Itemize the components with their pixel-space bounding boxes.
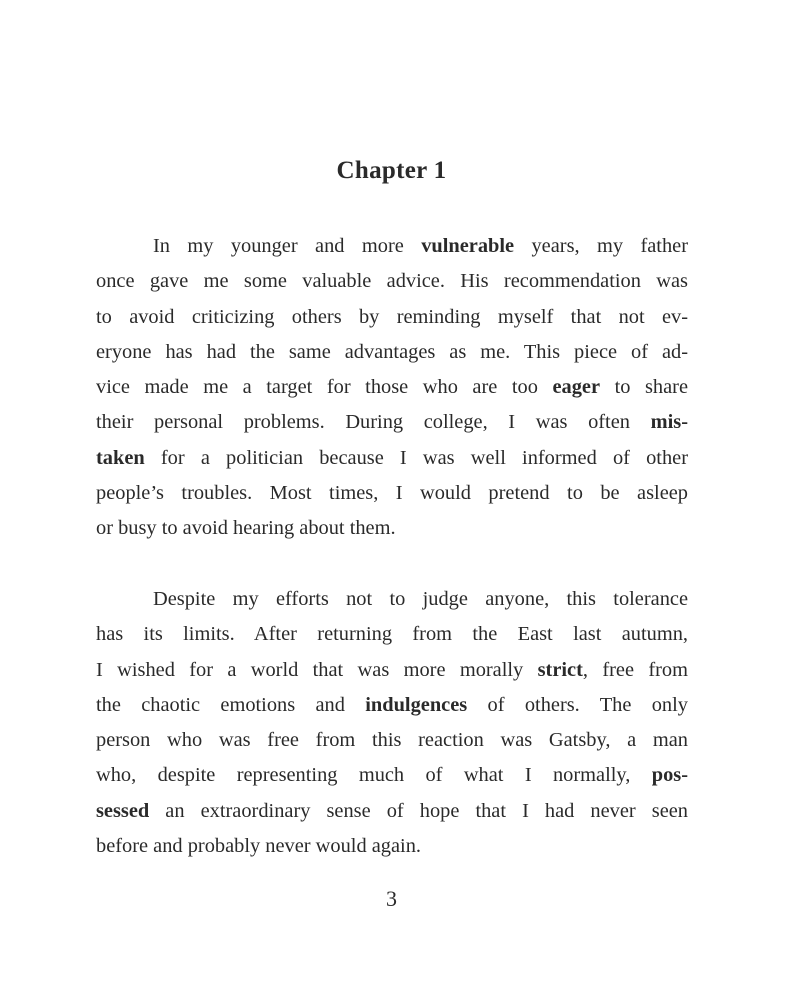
text-line: once gave me some valuable advice. His recommendation was (96, 270, 688, 293)
text-line: person who was free from this reaction was Gatsby, a man (96, 729, 688, 752)
text-line: has its limits. After returning from the East last autumn, (96, 623, 688, 646)
chapter-title: Chapter 1 (336, 157, 447, 184)
text-line: taken for a politician because I was well informed of other (96, 446, 688, 469)
page-number: 3 (386, 886, 397, 911)
paragraph-1 (96, 229, 688, 547)
text-line: to avoid criticizing others by reminding myself that not ev- (96, 305, 688, 328)
text-line: or busy to avoid hearing about them. (96, 517, 396, 540)
text-line: eryone has had the same advantages as me. This piece of ad- (96, 340, 688, 363)
text-line: I wished for a world that was more morally strict, free from (96, 658, 688, 681)
text-line: who, despite representing much of what I normally, pos- (96, 764, 688, 787)
paragraph-2 (96, 582, 688, 864)
text-line: the chaotic emotions and indulgences of others. The only (96, 693, 688, 716)
text-line: sessed an extraordinary sense of hope that I had never seen (96, 799, 688, 822)
text-line: In my younger and more vulnerable years, my father (153, 235, 688, 257)
text-line: Despite my efforts not to judge anyone, this tolerance (153, 588, 688, 610)
text-line: before and probably never would again. (96, 835, 421, 858)
text-line: vice made me a target for those who are too eager to share (96, 376, 689, 399)
text-line: their personal problems. During college, I was often mis- (96, 411, 688, 434)
text-line: people’s troubles. Most times, I would pretend to be asleep (96, 482, 688, 505)
